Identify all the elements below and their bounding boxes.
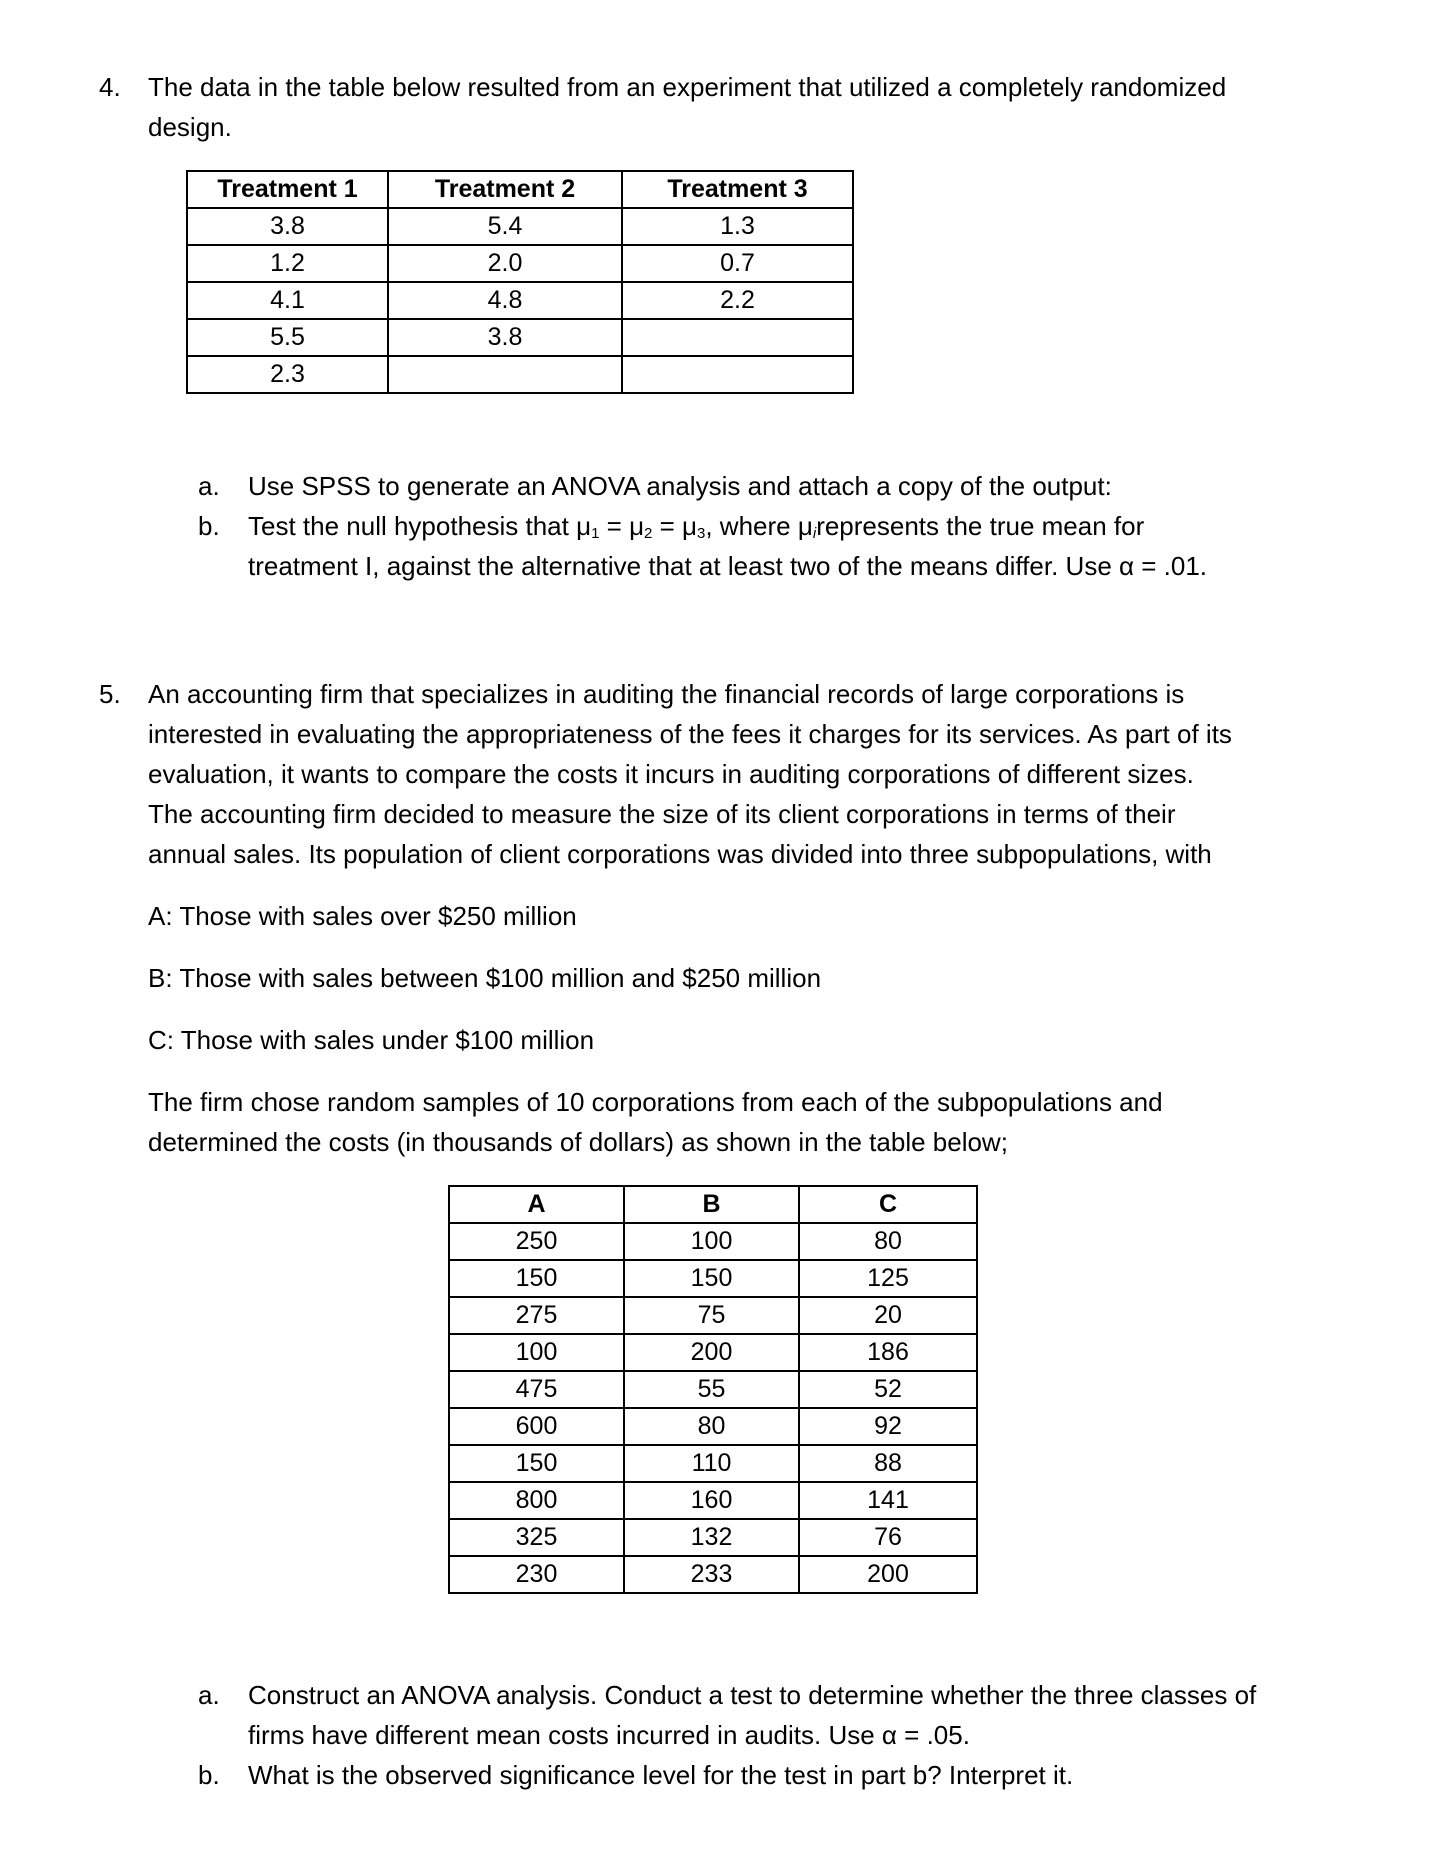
table-cell: 5.5 — [187, 319, 388, 356]
table-row — [449, 1260, 977, 1297]
table-cell: 92 — [799, 1408, 977, 1445]
table-cell: 250 — [449, 1223, 624, 1260]
table-cell: 2.0 — [388, 245, 622, 282]
subscript-1: 1 — [591, 525, 600, 542]
table-cell: 100 — [624, 1223, 799, 1260]
table-cell: 3.8 — [388, 319, 622, 356]
table-cell: 55 — [624, 1371, 799, 1408]
treatment-table — [186, 170, 854, 394]
mu-symbol: μ — [797, 511, 813, 541]
group-c-definition: C: Those with sales under $100 million — [148, 1025, 595, 1055]
table-cell: 100 — [449, 1334, 624, 1371]
question-5-para-line-2: interested in evaluating the appropriateness of the fees it charges for its services. As part of its — [148, 719, 1232, 749]
table-cell: 325 — [449, 1519, 624, 1556]
table-cell: 141 — [799, 1482, 977, 1519]
part-5a-label: a. — [198, 1680, 220, 1710]
treatment-table-header-row — [187, 171, 853, 208]
part-4b-text-line-2: treatment I, against the alternative that at least two of the means differ. Use α = .01. — [248, 551, 1208, 581]
table-cell: 4.1 — [187, 282, 388, 319]
part-4a-label: a. — [198, 471, 220, 501]
where-text: , where — [705, 511, 798, 541]
header-b: B — [624, 1186, 799, 1223]
table-cell: 275 — [449, 1297, 624, 1334]
part-4b-label: b. — [198, 511, 220, 541]
table-cell: 150 — [449, 1260, 624, 1297]
hypothesis-definition: represents the true mean for — [816, 511, 1145, 541]
table-cell: 125 — [799, 1260, 977, 1297]
table-cell: 186 — [799, 1334, 977, 1371]
question-4-text-line-1: The data in the table below resulted from an experiment that utilized a completely randomized — [148, 72, 1227, 102]
table-row — [449, 1556, 977, 1593]
question-5-para-line-3: evaluation, it wants to compare the costs it incurs in auditing corporations of different sizes. — [148, 759, 1194, 789]
mu-symbol: μ — [629, 511, 645, 541]
question-5-para-line-5: annual sales. Its population of client corporations was divided into three subpopulations, with — [148, 839, 1212, 869]
subscript-3: 3 — [697, 525, 706, 542]
question-4-text-line-2: design. — [148, 112, 232, 142]
table-cell: 2.2 — [622, 282, 853, 319]
equals-sign: = — [652, 511, 683, 541]
table-row — [449, 1371, 977, 1408]
table-cell: 76 — [799, 1519, 977, 1556]
table-cell — [388, 356, 622, 393]
table-row — [449, 1519, 977, 1556]
table-cell: 1.2 — [187, 245, 388, 282]
table-cell: 475 — [449, 1371, 624, 1408]
part-5b-text: What is the observed significance level for the test in part b? Interpret it. — [248, 1760, 1074, 1790]
part-5a-text-line-2: firms have different mean costs incurred in audits. Use α = .05. — [248, 1720, 970, 1750]
table-row — [187, 319, 853, 356]
header-treatment-2: Treatment 2 — [388, 171, 622, 208]
table-cell: 75 — [624, 1297, 799, 1334]
table-cell — [622, 356, 853, 393]
table-row — [187, 208, 853, 245]
table-cell: 150 — [624, 1260, 799, 1297]
subscript-i: i — [812, 525, 817, 542]
hypothesis-intro: Test the null hypothesis that — [248, 511, 577, 541]
table-cell: 20 — [799, 1297, 977, 1334]
table-cell: 52 — [799, 1371, 977, 1408]
header-c: C — [799, 1186, 977, 1223]
table-row — [187, 356, 853, 393]
table-cell: 4.8 — [388, 282, 622, 319]
question-5-para2-line-2: determined the costs (in thousands of dollars) as shown in the table below; — [148, 1127, 1008, 1157]
audit-cost-table — [448, 1185, 978, 1594]
group-a-definition: A: Those with sales over $250 million — [148, 901, 577, 931]
table-cell: 2.3 — [187, 356, 388, 393]
table-row — [187, 282, 853, 319]
table-row — [449, 1334, 977, 1371]
part-4b-text-line-1 — [248, 506, 1144, 546]
table-row — [449, 1297, 977, 1334]
part-5b-label: b. — [198, 1760, 220, 1790]
table-cell: 3.8 — [187, 208, 388, 245]
table-cell: 80 — [624, 1408, 799, 1445]
table-cell: 200 — [624, 1334, 799, 1371]
table-cell: 160 — [624, 1482, 799, 1519]
table-cell: 110 — [624, 1445, 799, 1482]
table-row — [449, 1408, 977, 1445]
mu-symbol: μ — [682, 511, 698, 541]
table-row — [449, 1482, 977, 1519]
table-row — [449, 1223, 977, 1260]
table-row — [187, 245, 853, 282]
question-5-para2-line-1: The firm chose random samples of 10 corporations from each of the subpopulations and — [148, 1087, 1163, 1117]
equals-sign: = — [599, 511, 630, 541]
group-b-definition: B: Those with sales between $100 million and $250 million — [148, 963, 822, 993]
table-cell: 132 — [624, 1519, 799, 1556]
table-cell: 600 — [449, 1408, 624, 1445]
table-cell: 5.4 — [388, 208, 622, 245]
part-5a-text-line-1: Construct an ANOVA analysis. Conduct a test to determine whether the three classes of — [248, 1680, 1257, 1710]
table-cell: 150 — [449, 1445, 624, 1482]
table-cell: 0.7 — [622, 245, 853, 282]
table-cell: 88 — [799, 1445, 977, 1482]
audit-cost-table-header-row — [449, 1186, 977, 1223]
header-treatment-3: Treatment 3 — [622, 171, 853, 208]
table-cell: 230 — [449, 1556, 624, 1593]
table-cell: 233 — [624, 1556, 799, 1593]
mu-symbol: μ — [576, 511, 592, 541]
header-treatment-1: Treatment 1 — [187, 171, 388, 208]
table-cell — [622, 319, 853, 356]
question-5-para-line-1: An accounting firm that specializes in auditing the financial records of large corporations is — [148, 679, 1185, 709]
question-5-para-line-4: The accounting firm decided to measure the size of its client corporations in terms of their — [148, 799, 1176, 829]
part-4a-text: Use SPSS to generate an ANOVA analysis and attach a copy of the output: — [248, 471, 1112, 501]
question-5-number: 5. — [99, 679, 121, 709]
question-4-number: 4. — [99, 72, 121, 102]
table-row — [449, 1445, 977, 1482]
table-cell: 1.3 — [622, 208, 853, 245]
table-cell: 80 — [799, 1223, 977, 1260]
table-cell: 800 — [449, 1482, 624, 1519]
subscript-2: 2 — [644, 525, 653, 542]
table-cell: 200 — [799, 1556, 977, 1593]
header-a: A — [449, 1186, 624, 1223]
